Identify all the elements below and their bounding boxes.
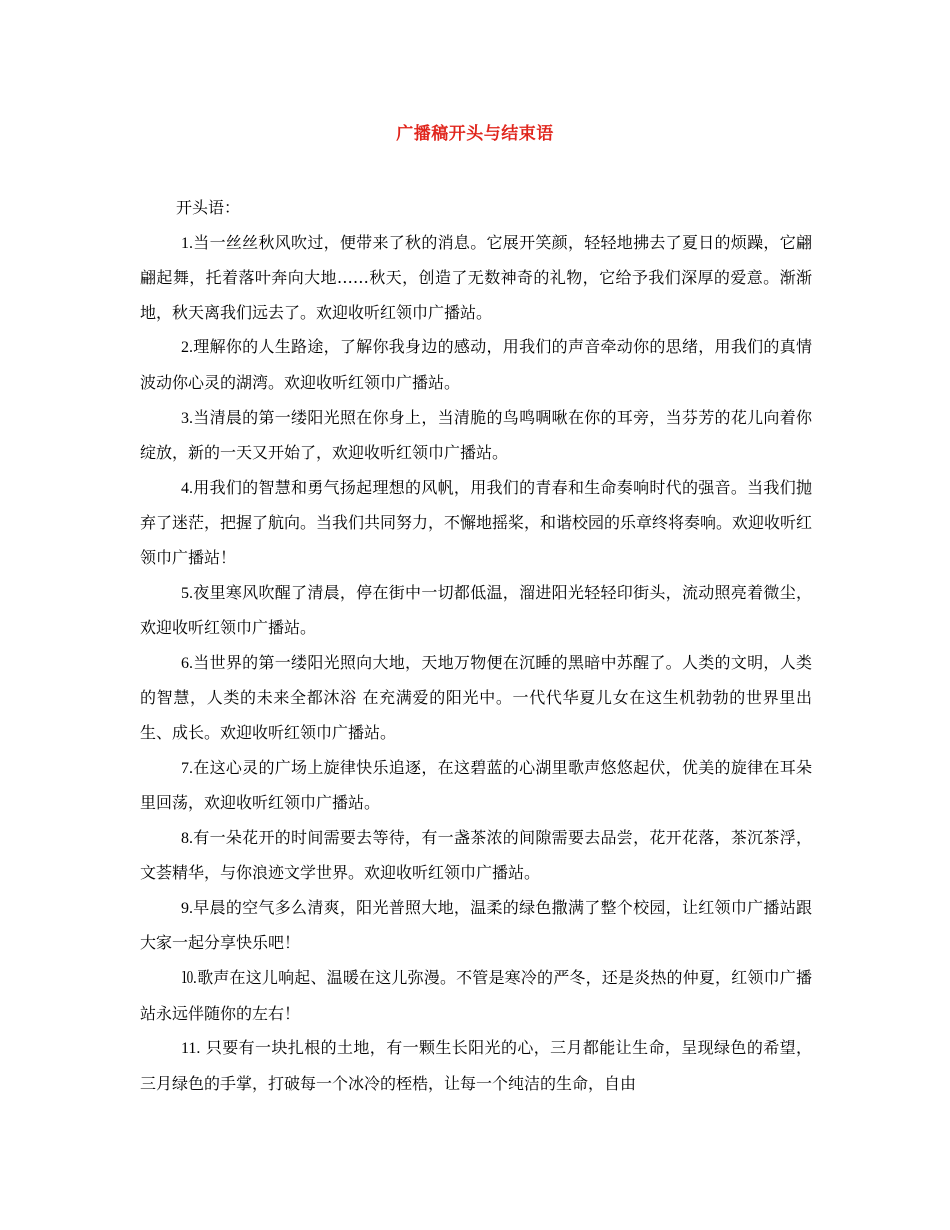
paragraph-text: 夜里寒风吹醒了清晨，停在街中一切都低温，溜进阳光轻轻印街头，流动照亮着微尘，欢迎收听红领巾广播站。 xyxy=(140,582,812,638)
paragraph-text: 当世界的第一缕阳光照向大地，天地万物便在沉睡的黑暗中苏醒了。人类的文明，人类的智慧，人类的未来全都沐浴 在充满爱的阳光中。一代代华夏儿女在这生机勃勃的世界里出生、成长。欢迎收听红领巾广播站。 xyxy=(140,652,812,742)
paragraph-number: 5. xyxy=(181,584,193,602)
paragraph-number: ⒑ xyxy=(181,970,198,988)
paragraph-number: 11. xyxy=(181,1040,201,1058)
paragraph-text: 当一丝丝秋风吹过，便带来了秋的消息。它展开笑颜，轻轻地拂去了夏日的烦躁，它翩翩起舞，托着落叶奔向大地……秋天，创造了无数神奇的礼物，它给予我们深厚的爱意。渐渐地，秋天离我们远去了。欢迎收听红领巾广播站。 xyxy=(140,232,812,322)
paragraph-number: 9. xyxy=(181,899,193,917)
paragraph-number: 1. xyxy=(181,234,193,252)
paragraph-number: 4. xyxy=(181,479,193,497)
paragraph-text: 用我们的智慧和勇气扬起理想的风帆，用我们的青春和生命奏响时代的强音。当我们抛弃了迷茫，把握了航向。当我们共同努力，不懈地摇桨，和谐校园的乐章终将奏响。欢迎收听红领巾广播站！ xyxy=(140,477,813,567)
document-body xyxy=(140,191,812,1101)
paragraph-6 xyxy=(140,646,812,751)
paragraph-number: 7. xyxy=(181,759,193,777)
paragraph-text: 当清晨的第一缕阳光照在你身上，当清脆的鸟鸣啁啾在你的耳旁，当芬芳的花儿向着你绽放，新的一天又开始了，欢迎收听红领巾广播站。 xyxy=(140,407,812,463)
paragraph-9 xyxy=(140,891,812,961)
paragraph-text: 早晨的空气多么清爽，阳光普照大地，温柔的绿色撒满了整个校园，让红领巾广播站跟大家一起分享快乐吧！ xyxy=(140,897,812,953)
paragraph-text: 理解你的人生路途，了解你我身边的感动，用我们的声音牵动你的思绪，用我们的真情波动你心灵的湖湾。欢迎收听红领巾广播站。 xyxy=(140,337,812,392)
document-title: 广播稿开头与结束语 xyxy=(396,124,554,144)
paragraph-2 xyxy=(140,330,812,400)
paragraph-4 xyxy=(140,471,812,576)
paragraph-3 xyxy=(140,401,812,471)
paragraph-8 xyxy=(140,821,812,891)
paragraph-5 xyxy=(140,576,812,646)
paragraph-text: 有一朵花开的时间需要去等待，有一盏茶浓的间隙需要去品尝，花开花落，茶沉茶浮，文荟精华，与你浪迹文学世界。欢迎收听红领巾广播站。 xyxy=(140,827,812,883)
paragraph-text: 歌声在这儿响起、温暖在这儿弥漫。不管是寒冷的严冬，还是炎热的仲夏，红领巾广播站永远伴随你的左右！ xyxy=(140,968,812,1023)
section-label: 开头语： xyxy=(176,198,241,217)
paragraph-text: 在这心灵的广场上旋律快乐追逐，在这碧蓝的心湖里歌声悠悠起伏，优美的旋律在耳朵里回荡，欢迎收听红领巾广播站。 xyxy=(140,757,812,813)
paragraph-number: 2. xyxy=(181,339,193,357)
paragraph-11 xyxy=(140,1031,812,1101)
paragraph-text: 只要有一块扎根的土地，有一颗生长阳光的心，三月都能让生命，呈现绿色的希望，三月绿色的手掌，打破每一个冰冷的桎梏，让每一个纯洁的生命，自由 xyxy=(140,1038,812,1093)
paragraph-number: 8. xyxy=(181,829,193,847)
paragraph-number: 3. xyxy=(181,409,193,427)
paragraph-10 xyxy=(140,961,812,1031)
paragraph-number: 6. xyxy=(181,654,193,672)
paragraph-7 xyxy=(140,751,812,821)
paragraph-1 xyxy=(140,226,812,331)
